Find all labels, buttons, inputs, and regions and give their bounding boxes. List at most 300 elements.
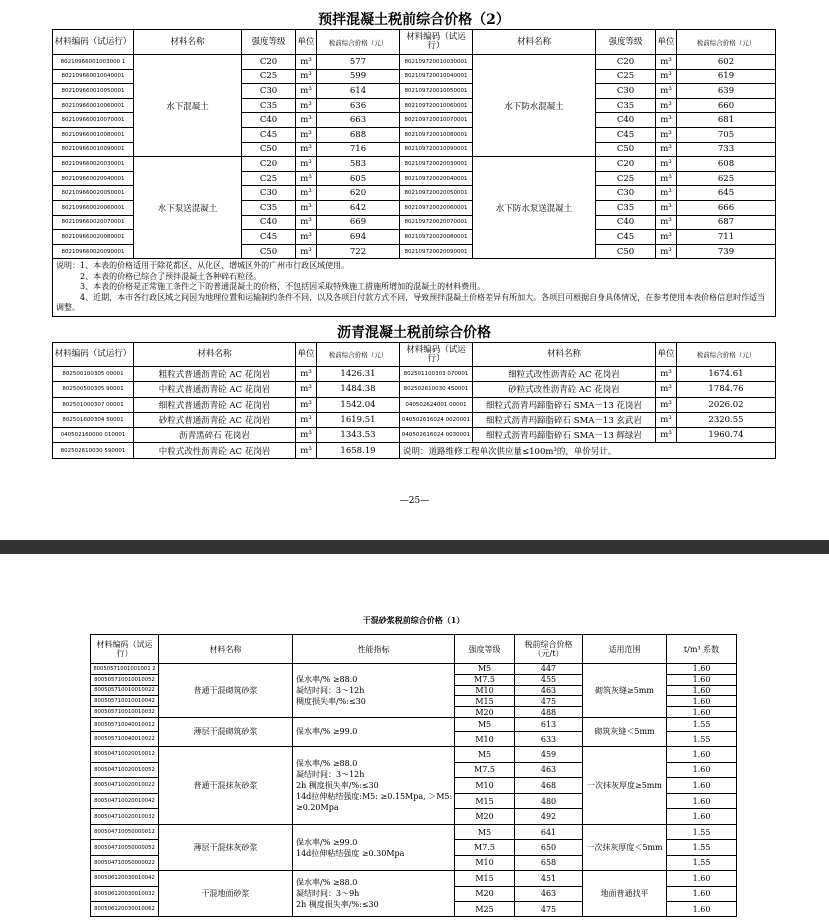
unit: m³ bbox=[656, 215, 677, 230]
price: 642 bbox=[317, 200, 400, 215]
price: 619 bbox=[677, 69, 776, 84]
price: 688 bbox=[317, 127, 400, 142]
material-code: 802109720010090001 bbox=[400, 142, 473, 157]
price: 605 bbox=[317, 171, 400, 186]
strength-grade: M7.5 bbox=[455, 674, 515, 685]
header-scope: 适用范围 bbox=[583, 635, 667, 664]
unit: m³ bbox=[656, 113, 677, 128]
coefficient: 1.60 bbox=[667, 886, 737, 901]
price: 660 bbox=[677, 98, 776, 113]
material-code: 800505710040010022 bbox=[91, 732, 159, 747]
material-code: 802109720020040001 bbox=[400, 171, 473, 186]
price: 583 bbox=[317, 157, 400, 172]
coefficient: 1.60 bbox=[667, 685, 737, 696]
material-code: 802109720020050001 bbox=[400, 186, 473, 201]
material-name: 细粒式沥青玛蹄脂碎石 SMA－13 玄武岩 bbox=[473, 412, 656, 427]
coefficient: 1.55 bbox=[667, 855, 737, 870]
material-code: 802502610030 590001 bbox=[53, 443, 134, 458]
strength-grade: C40 bbox=[596, 215, 656, 230]
material-code: 802109720020090001 bbox=[400, 244, 473, 259]
material-name: 中粒式改性沥青砼 AC 花岗岩 bbox=[134, 443, 296, 458]
material-name: 细粒式改性沥青砼 AC 花岗岩 bbox=[473, 367, 656, 382]
header-grade: 强度等级 bbox=[242, 30, 296, 55]
strength-grade: C30 bbox=[596, 84, 656, 99]
price: 681 bbox=[677, 113, 776, 128]
header-price: 税前综合价格（元） bbox=[317, 30, 400, 55]
price: 733 bbox=[677, 142, 776, 157]
unit: m³ bbox=[296, 84, 317, 99]
unit: m³ bbox=[296, 412, 317, 427]
material-code: 802500100305 00001 bbox=[53, 367, 134, 382]
performance-spec bbox=[293, 824, 455, 870]
page-26 bbox=[0, 554, 829, 922]
material-code: 802109660020060001 bbox=[53, 200, 134, 215]
unit: m³ bbox=[656, 171, 677, 186]
material-code: 802501600304 50001 bbox=[53, 412, 134, 427]
table-row bbox=[53, 397, 776, 412]
header-price: 税前综合价格（元） bbox=[677, 343, 776, 367]
unit: m³ bbox=[296, 215, 317, 230]
strength-grade: C45 bbox=[596, 230, 656, 245]
material-code: 800504710020010042 bbox=[91, 793, 159, 809]
price: 658 bbox=[515, 855, 583, 870]
price: 1784.76 bbox=[677, 382, 776, 397]
material-code: 800504710050000022 bbox=[91, 855, 159, 870]
unit: m³ bbox=[296, 443, 317, 458]
coefficient: 1.60 bbox=[667, 707, 737, 718]
price: 463 bbox=[515, 886, 583, 901]
material-code: 802109720010030001 bbox=[400, 55, 473, 70]
performance-spec bbox=[293, 871, 455, 917]
material-code: 800504710020010022 bbox=[91, 778, 159, 794]
strength-grade: C35 bbox=[596, 200, 656, 215]
header-grade: 强度等级 bbox=[455, 635, 515, 664]
material-code: 802109660020030001 bbox=[53, 157, 134, 172]
material-code: 802109720020070001 bbox=[400, 215, 473, 230]
price: 633 bbox=[515, 732, 583, 747]
coefficient: 1.60 bbox=[667, 746, 737, 762]
material-code: 802109660010060001 bbox=[53, 98, 134, 113]
price: 1484.38 bbox=[317, 382, 400, 397]
strength-grade: C25 bbox=[596, 171, 656, 186]
perf-line: 14d拉伸粘结强度:M5: ≥0.15Mpa, ＞M5: ≥0.20Mpa bbox=[296, 791, 453, 812]
strength-grade: C30 bbox=[242, 186, 296, 201]
price: 451 bbox=[515, 871, 583, 886]
perf-line: 2h 稠度损失率/%:≤30 bbox=[296, 900, 379, 910]
table-row bbox=[91, 824, 737, 839]
price: 1658.19 bbox=[317, 443, 400, 458]
header-perf: 性能指标 bbox=[293, 635, 455, 664]
price: 599 bbox=[317, 69, 400, 84]
price: 614 bbox=[317, 84, 400, 99]
table-row bbox=[53, 157, 776, 172]
price: 739 bbox=[677, 244, 776, 259]
strength-grade: C20 bbox=[596, 55, 656, 70]
material-name: 水下防水泵送混凝土 bbox=[473, 157, 596, 259]
material-code: 802109720020030001 bbox=[400, 157, 473, 172]
price: 650 bbox=[515, 840, 583, 855]
header-unit: 单位 bbox=[296, 30, 317, 55]
unit: m³ bbox=[296, 186, 317, 201]
price: 613 bbox=[515, 717, 583, 732]
material-code: 800504710020010032 bbox=[91, 809, 159, 825]
price: 711 bbox=[677, 230, 776, 245]
material-name: 普通干混砌筑砂浆 bbox=[159, 664, 293, 718]
header-price: 税前综合价格（元） bbox=[677, 30, 776, 55]
unit: m³ bbox=[296, 55, 317, 70]
strength-grade: M20 bbox=[455, 707, 515, 718]
price: 2320.55 bbox=[677, 412, 776, 427]
unit: m³ bbox=[656, 84, 677, 99]
coefficient: 1.55 bbox=[667, 840, 737, 855]
performance-spec bbox=[293, 664, 455, 718]
strength-grade: C25 bbox=[242, 171, 296, 186]
material-code: 802109660010080001 bbox=[53, 127, 134, 142]
unit: m³ bbox=[296, 382, 317, 397]
strength-grade: C45 bbox=[242, 127, 296, 142]
coefficient: 1.60 bbox=[667, 674, 737, 685]
price: 1426.31 bbox=[317, 367, 400, 382]
price: 620 bbox=[317, 186, 400, 201]
coefficient: 1.55 bbox=[667, 717, 737, 732]
material-code: 802500500305 90001 bbox=[53, 382, 134, 397]
header-code: 材料编码（试运行） bbox=[53, 30, 134, 55]
strength-grade: C40 bbox=[596, 113, 656, 128]
table-row bbox=[53, 412, 776, 427]
material-name: 细粒式沥青玛蹄脂碎石 SMA－13 花岗岩 bbox=[473, 397, 656, 412]
header-name: 材料名称 bbox=[134, 343, 296, 367]
material-name: 粗粒式普通沥青砼 AC 花岗岩 bbox=[134, 367, 296, 382]
material-name: 细粒式沥青玛蹄脂碎石 SMA－13 辉绿岩 bbox=[473, 428, 656, 443]
strength-grade: M15 bbox=[455, 793, 515, 809]
material-code: 800505710010010032 bbox=[91, 707, 159, 718]
perf-line: 稠度损失率/%:≤30 bbox=[296, 696, 366, 706]
material-code: 802109660020080001 bbox=[53, 230, 134, 245]
material-name: 薄层干混抹灰砂浆 bbox=[159, 824, 293, 870]
unit: m³ bbox=[296, 142, 317, 157]
strength-grade: M10 bbox=[455, 685, 515, 696]
price: 468 bbox=[515, 778, 583, 794]
price: 455 bbox=[515, 674, 583, 685]
price: 475 bbox=[515, 696, 583, 707]
strength-grade: M5 bbox=[455, 746, 515, 762]
strength-grade: C25 bbox=[242, 69, 296, 84]
asphalt-price-table bbox=[52, 322, 776, 459]
page-number: —25— bbox=[399, 496, 430, 506]
price: 608 bbox=[677, 157, 776, 172]
material-name: 水下泵送混凝土 bbox=[134, 157, 242, 259]
unit: m³ bbox=[656, 412, 677, 427]
coefficient: 1.60 bbox=[667, 664, 737, 675]
strength-grade: M15 bbox=[455, 871, 515, 886]
material-code: 802109720010070001 bbox=[400, 113, 473, 128]
price: 636 bbox=[317, 98, 400, 113]
price: 447 bbox=[515, 664, 583, 675]
material-name: 中粒式普通沥青砼 AC 花岗岩 bbox=[134, 382, 296, 397]
coefficient: 1.60 bbox=[667, 901, 737, 916]
performance-spec bbox=[293, 746, 455, 824]
material-code: 802109660010090001 bbox=[53, 142, 134, 157]
price: 463 bbox=[515, 685, 583, 696]
asphalt-table-title: 沥青混凝土税前综合价格 bbox=[53, 322, 776, 343]
material-code: 802109660010070001 bbox=[53, 113, 134, 128]
material-code: 040502616024 0020001 bbox=[400, 412, 473, 427]
unit: m³ bbox=[656, 382, 677, 397]
application-scope: 地面普通找平 bbox=[583, 871, 667, 917]
material-code: 802109720020060001 bbox=[400, 200, 473, 215]
header-unit: 单位 bbox=[656, 30, 677, 55]
material-name: 普通干混抹灰砂浆 bbox=[159, 746, 293, 824]
table-row bbox=[91, 871, 737, 886]
application-scope: 一次抹灰厚度≥5mm bbox=[583, 746, 667, 824]
material-name: 水下混凝土 bbox=[134, 55, 242, 157]
unit: m³ bbox=[656, 69, 677, 84]
unit: m³ bbox=[296, 69, 317, 84]
material-name: 沥青黑碎石 花岗岩 bbox=[134, 428, 296, 443]
strength-grade: M10 bbox=[455, 732, 515, 747]
unit: m³ bbox=[656, 98, 677, 113]
unit: m³ bbox=[296, 113, 317, 128]
price: 475 bbox=[515, 901, 583, 916]
material-code: 040502624001 00001 bbox=[400, 397, 473, 412]
price: 663 bbox=[317, 113, 400, 128]
unit: m³ bbox=[296, 157, 317, 172]
unit: m³ bbox=[296, 230, 317, 245]
header-unit: 单位 bbox=[296, 343, 317, 367]
asphalt-note: 说明：道路维修工程单次供应量≤100m³的，单价另计。 bbox=[400, 443, 776, 458]
strength-grade: C50 bbox=[242, 142, 296, 157]
material-code: 800504710020010052 bbox=[91, 762, 159, 778]
material-code: 802109720010060001 bbox=[400, 98, 473, 113]
unit: m³ bbox=[656, 142, 677, 157]
strength-grade: M5 bbox=[455, 664, 515, 675]
strength-grade: C40 bbox=[242, 113, 296, 128]
material-code: 800504710050000012 bbox=[91, 824, 159, 839]
mortar-price-table bbox=[90, 606, 737, 917]
material-name: 砂粒式普通沥青砼 AC 花岗岩 bbox=[134, 412, 296, 427]
perf-line: 凝结时间：3～12h bbox=[296, 769, 365, 779]
strength-grade: C20 bbox=[596, 157, 656, 172]
unit: m³ bbox=[296, 244, 317, 259]
application-scope: 砌筑灰缝＜5mm bbox=[583, 717, 667, 746]
perf-line: 14d拉伸粘结强度 ≥0.30Mpa bbox=[296, 848, 405, 858]
header-grade: 强度等级 bbox=[596, 30, 656, 55]
material-code: 802109720010080001 bbox=[400, 127, 473, 142]
material-code: 80210966001003000 1 bbox=[53, 55, 134, 70]
price: 488 bbox=[515, 707, 583, 718]
unit: m³ bbox=[656, 200, 677, 215]
price: 463 bbox=[515, 762, 583, 778]
material-code: 800505710010010052 bbox=[91, 674, 159, 685]
header-name: 材料名称 bbox=[473, 30, 596, 55]
concrete-notes bbox=[53, 259, 776, 317]
material-code: 802109720020080001 bbox=[400, 230, 473, 245]
material-code: 040502160000 010001 bbox=[53, 428, 134, 443]
perf-line: 保水率/% ≥88.0 bbox=[296, 758, 358, 768]
price: 1960.74 bbox=[677, 428, 776, 443]
material-code: 800504710020010012 bbox=[91, 746, 159, 762]
coefficient: 1.60 bbox=[667, 762, 737, 778]
material-code: 802501100303 070001 bbox=[400, 367, 473, 382]
strength-grade: M10 bbox=[455, 778, 515, 794]
price: 2026.02 bbox=[677, 397, 776, 412]
strength-grade: C30 bbox=[596, 186, 656, 201]
header-price: 税前综合价格（元/t） bbox=[515, 635, 583, 664]
unit: m³ bbox=[296, 200, 317, 215]
strength-grade: C20 bbox=[242, 55, 296, 70]
perf-line: 保水率/% ≥88.0 bbox=[296, 674, 358, 684]
material-name: 薄层干混砌筑砂浆 bbox=[159, 717, 293, 746]
coefficient: 1.60 bbox=[667, 871, 737, 886]
strength-grade: M20 bbox=[455, 809, 515, 825]
unit: m³ bbox=[296, 428, 317, 443]
mortar-table-title: 干混砂浆税前综合价格（1） bbox=[91, 606, 737, 635]
strength-grade: C20 bbox=[242, 157, 296, 172]
unit: m³ bbox=[656, 186, 677, 201]
strength-grade: C45 bbox=[242, 230, 296, 245]
table-row bbox=[91, 717, 737, 732]
header-unit: 单位 bbox=[656, 343, 677, 367]
material-code: 80050571001001001 2 bbox=[91, 664, 159, 675]
strength-grade: C50 bbox=[242, 244, 296, 259]
note-line: 2、本表的价格已综合了预拌混凝土各种碎石粒径。 bbox=[56, 271, 262, 281]
price: 641 bbox=[515, 824, 583, 839]
material-code: 040502616024 0030001 bbox=[400, 428, 473, 443]
unit: m³ bbox=[296, 171, 317, 186]
material-code: 802109660020050001 bbox=[53, 186, 134, 201]
material-code: 802109660010040001 bbox=[53, 69, 134, 84]
material-code: 802502610030 450001 bbox=[400, 382, 473, 397]
material-code: 802109720010050001 bbox=[400, 84, 473, 99]
price: 669 bbox=[317, 215, 400, 230]
price: 687 bbox=[677, 215, 776, 230]
note-line: 3、本表的价格是正常施工条件之下的普通混凝土的价格，不包括因采取特殊施工措施所增加的混凝土的材料费用。 bbox=[56, 282, 486, 292]
table-row bbox=[53, 55, 776, 70]
material-code: 802109660020090001 bbox=[53, 244, 134, 259]
strength-grade: C45 bbox=[596, 127, 656, 142]
price: 492 bbox=[515, 809, 583, 825]
header-code: 材料编码（试运行） bbox=[400, 30, 473, 55]
price: 577 bbox=[317, 55, 400, 70]
coefficient: 1.60 bbox=[667, 696, 737, 707]
perf-line: 凝结时间：3～9h bbox=[296, 889, 360, 899]
perf-line: 保水率/% ≥99.0 bbox=[296, 837, 358, 847]
coefficient: 1.60 bbox=[667, 809, 737, 825]
strength-grade: C50 bbox=[596, 142, 656, 157]
material-code: 802109660020040001 bbox=[53, 171, 134, 186]
perf-line: 保水率/% ≥99.0 bbox=[296, 727, 358, 737]
coefficient: 1.60 bbox=[667, 778, 737, 794]
price: 1619.51 bbox=[317, 412, 400, 427]
unit: m³ bbox=[656, 55, 677, 70]
strength-grade: C40 bbox=[242, 215, 296, 230]
material-code: 802501000307 00001 bbox=[53, 397, 134, 412]
material-code: 802109660020070001 bbox=[53, 215, 134, 230]
coefficient: 1.60 bbox=[667, 793, 737, 809]
price: 639 bbox=[677, 84, 776, 99]
unit: m³ bbox=[656, 230, 677, 245]
price: 625 bbox=[677, 171, 776, 186]
table-row bbox=[53, 443, 776, 458]
application-scope: 一次抹灰厚度＜5mm bbox=[583, 824, 667, 870]
table-row bbox=[53, 428, 776, 443]
price: 459 bbox=[515, 746, 583, 762]
header-coef: t/m³ 系数 bbox=[667, 635, 737, 664]
strength-grade: M10 bbox=[455, 855, 515, 870]
header-name: 材料名称 bbox=[134, 30, 242, 55]
strength-grade: C35 bbox=[242, 98, 296, 113]
price: 1542.04 bbox=[317, 397, 400, 412]
material-name: 细粒式普通沥青砼 AC 花岗岩 bbox=[134, 397, 296, 412]
material-code: 800505710040010012 bbox=[91, 717, 159, 732]
unit: m³ bbox=[656, 367, 677, 382]
unit: m³ bbox=[656, 127, 677, 142]
price: 480 bbox=[515, 793, 583, 809]
table-row bbox=[53, 382, 776, 397]
price: 602 bbox=[677, 55, 776, 70]
note-line: 说明：1、本表的价格适用于除花都区、从化区、增城区外的广州市行政区域使用。 bbox=[56, 261, 350, 271]
strength-grade: M25 bbox=[455, 901, 515, 916]
table-row bbox=[53, 367, 776, 382]
header-price: 税前综合价格（元） bbox=[317, 343, 400, 367]
material-code: 800506120030010032 bbox=[91, 886, 159, 901]
material-code: 800504710050000052 bbox=[91, 840, 159, 855]
strength-grade: C35 bbox=[596, 98, 656, 113]
page-separator bbox=[0, 540, 829, 554]
strength-grade: C35 bbox=[242, 200, 296, 215]
material-name: 水下防水混凝土 bbox=[473, 55, 596, 157]
price: 722 bbox=[317, 244, 400, 259]
strength-grade: M5 bbox=[455, 824, 515, 839]
perf-line: 凝结时间：3～12h bbox=[296, 685, 365, 695]
unit: m³ bbox=[656, 428, 677, 443]
strength-grade: M7.5 bbox=[455, 762, 515, 778]
strength-grade: C30 bbox=[242, 84, 296, 99]
price: 694 bbox=[317, 230, 400, 245]
header-code: 材料编码（试运行） bbox=[53, 343, 134, 367]
unit: m³ bbox=[656, 157, 677, 172]
unit: m³ bbox=[296, 127, 317, 142]
price: 716 bbox=[317, 142, 400, 157]
strength-grade: M7.5 bbox=[455, 840, 515, 855]
unit: m³ bbox=[656, 244, 677, 259]
application-scope: 砌筑灰缝≥5mm bbox=[583, 664, 667, 718]
price: 1674.61 bbox=[677, 367, 776, 382]
strength-grade: M5 bbox=[455, 717, 515, 732]
strength-grade: M20 bbox=[455, 886, 515, 901]
strength-grade: M15 bbox=[455, 696, 515, 707]
unit: m³ bbox=[296, 98, 317, 113]
header-name: 材料名称 bbox=[473, 343, 656, 367]
material-name: 干混地面砂浆 bbox=[159, 871, 293, 917]
concrete-table-title: 预拌混凝土税前综合价格（2） bbox=[53, 9, 776, 30]
unit: m³ bbox=[296, 397, 317, 412]
material-code: 802109660010050001 bbox=[53, 84, 134, 99]
price: 645 bbox=[677, 186, 776, 201]
coefficient: 1.55 bbox=[667, 732, 737, 747]
coefficient: 1.55 bbox=[667, 824, 737, 839]
note-line: 4、近期，本市各行政区域之间因为地理位置和运输制约条件不同，以及各项目付款方式不同，导致预拌混凝土价格差异有所加大。各项目可根据自身具体情况，在参考使用本表价格信息时作适当调整。 bbox=[56, 292, 766, 313]
perf-line: 保水率/% ≥88.0 bbox=[296, 878, 358, 888]
price: 705 bbox=[677, 127, 776, 142]
unit: m³ bbox=[656, 397, 677, 412]
price: 666 bbox=[677, 200, 776, 215]
table-row bbox=[91, 664, 737, 675]
strength-grade: C50 bbox=[596, 244, 656, 259]
strength-grade: C25 bbox=[596, 69, 656, 84]
unit: m³ bbox=[296, 367, 317, 382]
header-code: 材料编码（试运行） bbox=[400, 343, 473, 367]
